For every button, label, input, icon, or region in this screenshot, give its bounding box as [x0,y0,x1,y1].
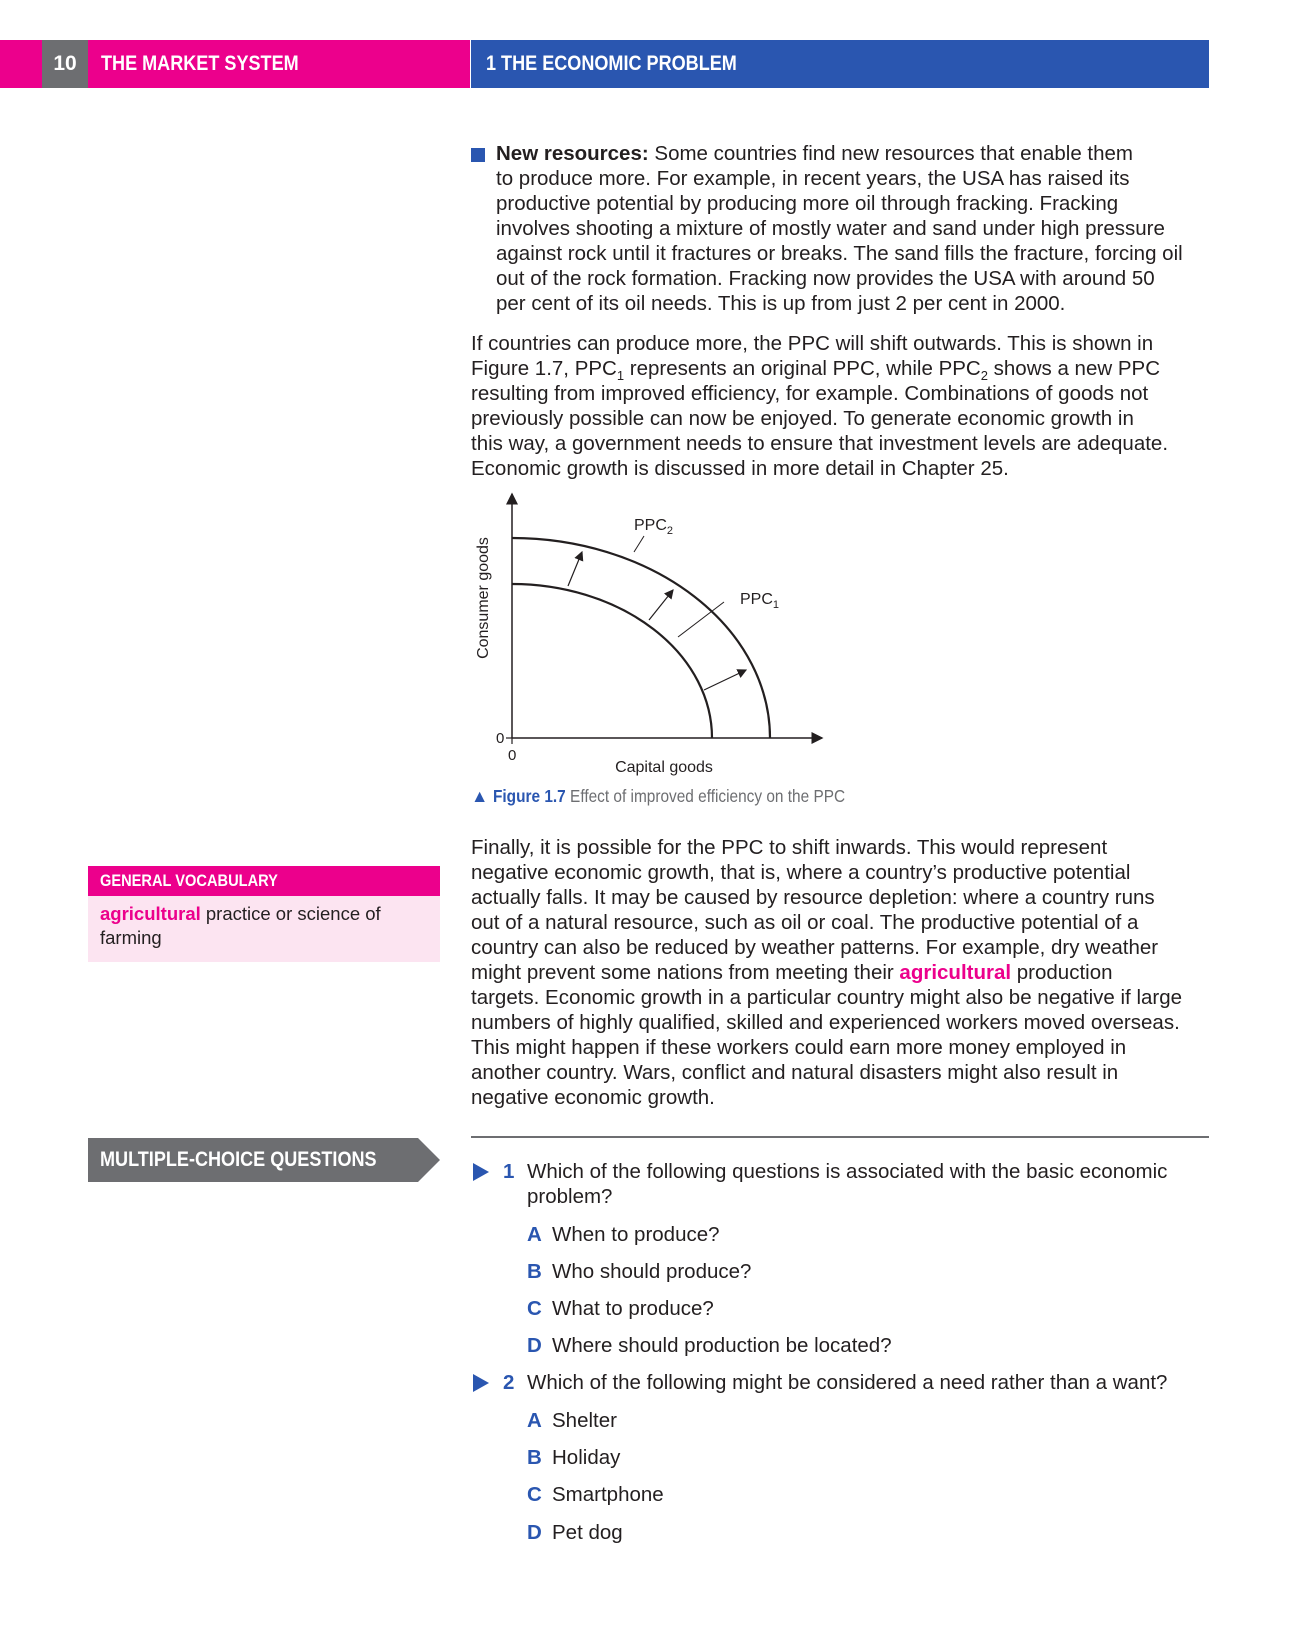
answer-option[interactable] [527,1445,620,1470]
bullet-line: to produce more. For example, in recent years, the USA has raised its [496,167,1130,190]
chapter-title-text: 1 THE ECONOMIC PROBLEM [486,52,737,75]
ppc2-label [634,517,673,537]
ppc1-leader [678,602,724,637]
paragraph-ppc-shift-inwards [471,835,1209,1110]
mcq-heading [88,1138,440,1182]
ppc1-label-sub: 1 [772,599,780,611]
caption-body: Effect of improved efficiency on the PPC [570,786,846,806]
paragraph-line: previously possible can now be enjoyed. To generate economic growth in [471,407,1134,430]
vocab-body [88,896,440,962]
paragraph-line: actually falls. It may be caused by resource depletion: where a country runs [471,886,1155,909]
ppc2-label-sub: 2 [666,525,674,537]
bullet-line: productive potential by producing more oil through fracking. Fracking [496,192,1119,215]
mcq-heading-text: MULTIPLE-CHOICE QUESTIONS [100,1148,377,1171]
paragraph-line: Finally, it is possible for the PPC to shift inwards. This would represent [471,836,1108,859]
paragraph-line: resulting from improved efficiency, for example. Combinations of goods not [471,382,1149,405]
option-letter: C [527,1483,542,1506]
shift-arrow [704,670,746,690]
option-text: What to produce? [552,1297,714,1320]
header-accent [0,40,42,88]
y-origin-label: 0 [496,730,505,747]
answer-option[interactable] [527,1259,751,1284]
caption-label: Figure 1.7 [493,786,566,806]
text-run: shows a new PPC [987,357,1161,380]
section-divider [471,1136,1209,1138]
play-arrow-icon [473,1163,489,1181]
play-arrow-icon [473,1374,489,1392]
text-run: represents an original PPC, while PPC [624,357,981,380]
vocab-def: farming [100,927,162,948]
bullet-text: Some countries find new resources that enable them [654,142,1133,165]
answer-option[interactable] [527,1520,623,1545]
option-letter: C [527,1297,542,1320]
option-letter: D [527,1334,542,1357]
bullet-line: per cent of its oil needs. This is up from just 2 per cent in 2000. [496,292,1066,315]
paragraph-line: targets. Economic growth in a particular country might also be negative if large [471,986,1183,1009]
bullet-new-resources [471,141,1209,316]
bullet-square-icon [471,148,485,162]
ppc1-curve [512,584,712,738]
y-axis-label: Consumer goods [475,537,492,659]
ppc1-label-text: PPC [740,591,773,608]
shift-arrow [649,590,673,620]
general-vocabulary-box [88,866,440,962]
paragraph-line: this way, a government needs to ensure that investment levels are adequate. [471,432,1169,455]
bullet-line: involves shooting a mixture of mostly water and sand under high pressure [496,217,1165,240]
bullet-line: against rock until it fractures or breaks. The sand fills the fracture, forcing oil [496,242,1183,265]
caption-text [493,786,845,807]
subscript: 2 [980,368,988,384]
question-text [527,1159,1207,1209]
ppc1-label [740,591,779,611]
vocab-title [88,866,440,896]
answer-option[interactable] [527,1333,892,1358]
bullet-line [496,141,1209,166]
paragraph-line: If countries can produce more, the PPC will shift outwards. This is shown in [471,332,1154,355]
question-text-line: Which of the following might be considered a need rather than a want? [527,1371,1168,1394]
paragraph-line [471,960,1209,985]
mcq-heading-label [100,1138,422,1182]
figure-caption [471,786,893,807]
text-run: Figure 1.7, PPC [471,357,617,380]
answer-option[interactable] [527,1482,664,1507]
text-run: might prevent some nations from meeting their [471,961,900,984]
vocab-def: practice or science of [200,903,381,924]
paragraph-line: country can also be reduced by weather patterns. For example, dry weather [471,936,1159,959]
paragraph-line: out of a natural resource, such as oil or coal. The productive potential of a [471,911,1139,934]
paragraph-ppc-shift-outwards [471,331,1209,481]
answer-option[interactable] [527,1296,714,1321]
option-text: Who should produce? [552,1260,752,1283]
bullet-term: New resources: [496,142,649,165]
option-letter: A [527,1223,542,1246]
option-letter: B [527,1260,542,1283]
section-title [88,40,470,88]
question-number: 2 [503,1371,515,1394]
section-title-text: THE MARKET SYSTEM [101,52,299,75]
vocab-term: agricultural [100,903,201,924]
ppc-figure [466,490,846,786]
ppc2-curve [512,538,770,738]
answer-option[interactable] [527,1222,720,1247]
option-text: Pet dog [552,1521,623,1544]
option-letter: A [527,1409,542,1432]
bullet-line: out of the rock formation. Fracking now provides the USA with around 50 [496,267,1155,290]
ppc2-leader [634,536,644,552]
answer-option[interactable] [527,1408,617,1433]
paragraph-line [471,356,1209,384]
paragraph-line: negative economic growth. [471,1086,715,1109]
x-axis-label: Capital goods [615,759,713,776]
x-origin-label: 0 [508,747,517,764]
page-number: 10 [42,40,88,88]
option-text: Where should production be located? [552,1334,892,1357]
option-text: Smartphone [552,1483,664,1506]
chapter-title [471,40,1209,88]
option-text: When to produce? [552,1223,720,1246]
ppc2-label-text: PPC [634,517,667,534]
question-number: 1 [503,1160,515,1183]
paragraph-line: numbers of highly qualified, skilled and experienced workers moved overseas. [471,1011,1180,1034]
paragraph-line: negative economic growth, that is, where a country’s productive potential [471,861,1131,884]
subscript: 1 [616,368,625,384]
option-letter: D [527,1521,542,1544]
vocab-title-text: GENERAL VOCABULARY [100,871,278,890]
question-text-line: problem? [527,1185,613,1208]
option-text: Shelter [552,1409,617,1432]
triangle-up-icon: ▲ [471,786,489,806]
paragraph-line: Economic growth is discussed in more detail in Chapter 25. [471,457,1009,480]
text-run: production [1011,961,1113,984]
question-text [527,1370,1207,1395]
paragraph-line: This might happen if these workers could earn more money employed in [471,1036,1127,1059]
question-text-line: Which of the following questions is associated with the basic economic [527,1160,1168,1183]
shift-arrow [568,552,582,586]
option-letter: B [527,1446,542,1469]
option-text: Holiday [552,1446,621,1469]
paragraph-line: another country. Wars, conflict and natural disasters might also result in [471,1061,1119,1084]
glossary-term-link[interactable]: agricultural [899,961,1012,984]
